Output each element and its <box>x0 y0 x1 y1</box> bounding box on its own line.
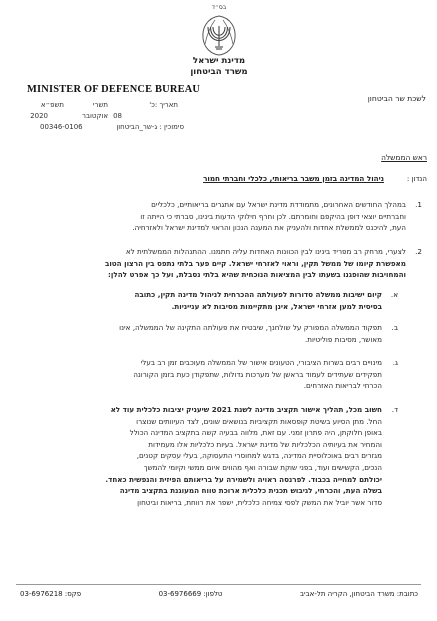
subitem-a <box>70 289 382 312</box>
paragraph-1 <box>66 199 406 234</box>
english-bureau-name: MINISTER OF DEFENCE BUREAU <box>27 84 201 95</box>
footer-divider <box>16 584 421 585</box>
subitem-line: תפקוד הממשלה המפורק על שולחנך, שיבטיח את פעולתה התקינה של הממשלה, אינו <box>119 323 382 332</box>
addressee: ראש הממשלה <box>381 153 427 162</box>
subitem-line: בשלה העת, והכרחי, לגיבוש תכנית כלכלית ארוכת טווח המעוגנת בתקציב מדינה <box>119 486 382 496</box>
subitem-line: מגזרים רבים באוכלוסיית המדינה, בדגש למחוסרי התעסוקה, בעלי עסקים קטנים, <box>136 451 382 461</box>
state-emblem-icon <box>199 14 239 56</box>
subitem-line: יכולתם למחייה בכבוד. לפרנסה ראויה ולשמירה על בריאותם הפיזית והנפשית כאחד. <box>105 474 382 484</box>
subitem-letter: .ד <box>391 405 398 414</box>
subitem-line: חשוב מכל, תהליך אישור תקציב מדינה לשנת 2021 שיעניק יציבות כלכלית עוד לא <box>110 405 382 414</box>
paragraph-line: מאפשרת קיומו של ממשל תקין, וראוי לאזרחי ישראל. קיים פער בלתי נתפס בין הרצון הטוב <box>104 258 406 268</box>
subitem-line: בסיסית למען אזרחי ישראל, אינן מתקיימות מסיבות לא ענייניות. <box>171 301 382 311</box>
meta-date-year-heb: תשפ״א <box>40 101 64 109</box>
paragraph-2 <box>66 246 406 281</box>
meta-date-day: 08 <box>113 112 122 120</box>
subitem-letter: .א <box>390 290 398 299</box>
meta-date-label: תאריך :כ' <box>149 101 178 109</box>
subitem-d <box>70 404 382 508</box>
subitem-line: הכרחי לבריאות האזרחים. <box>303 381 382 391</box>
footer-phone: טלפון: 03-6976669 <box>158 590 223 598</box>
subitem-c <box>70 357 382 392</box>
paragraph-line: במהלך החודשים האחרונים, מתמודדת מדינת ישראל עם אתגרים בריאותיים, כלכליים <box>151 200 406 209</box>
meta-date-greg-month: אוקטובר <box>82 112 108 120</box>
subitem-line: החל. מתן הסיוע בשיטת קופסאות תקציביות בנושאים שונים, לצד העיוותים שנוצרו <box>136 416 382 426</box>
meta-reference-label: סימוכין : ג-שר_הביטחון <box>116 123 184 131</box>
bsd-mark: בס״ד <box>211 4 227 11</box>
paragraph-number: .1 <box>415 200 422 209</box>
subitem-line: קיום ישיבות ממשלה סדורות לפעולתה ההכרחית לניהול מדינה תקין, כתובה <box>134 290 382 299</box>
subitem-line: הנכים, הקשישים ועוד, בפני שוקת שבורה ואף מהווים איום ממשי וקיומי להמשך <box>143 462 382 472</box>
meta-date-greg-year: 2020 <box>30 112 48 120</box>
office-label: לשכת שר הביטחון <box>367 94 426 103</box>
subject-label: הנדון : <box>406 174 427 183</box>
subject-text: ניהול המדינה בזמן משבר בריאותי, כלכלי וחברתי חמור <box>203 174 384 183</box>
footer-address: כתובת: משרד הביטחון, הקריה תל-אביב <box>299 590 418 598</box>
subitem-line: מאושר, מסיבות פוליטיות. <box>304 334 382 344</box>
footer-fax: פקס: 03-6976218 <box>20 590 82 598</box>
paragraph-line: וחברתיים יוצאי דופן בהיקפם וחומרתם. לכן וחרף חילוקי הדעות בינינו, סברתי כי הייתה זו <box>140 211 406 221</box>
paragraph-line: העת, להיכנס לממשלת אחדות ולהעניק את המענה הנכון והראוי למדינת ישראל ולאזרחיה. <box>132 223 406 233</box>
org-name-line1: מדינת ישראל <box>192 56 246 66</box>
subitem-b <box>70 322 382 345</box>
subitem-line: והמחיר את בעיותיה הכלכליות של מדינת ישראל. בעיות כלכליות אלו מעמידות <box>148 439 382 449</box>
subitem-line: תפקידים שעתידים לעמוד בראשן של מערכות גדולות, שתפקודן כעת בזמן הקורונה <box>133 369 382 379</box>
subitem-letter: .ג <box>392 358 398 367</box>
subitem-line: באופן חלוקתן, היה פתרון זמני. עם זאת, מלווה בבעיה קשה בתקציב המדינה הכולל <box>129 428 382 438</box>
org-name-line2: משרד הביטחון <box>190 67 248 77</box>
paragraph-line: והמחויבות שהופגנו בשעתו לבין המציאות הנוכחית שהיא בלתי נסבלת, ועל כך אפרט להלן: <box>108 270 406 280</box>
meta-date-month: תשרי <box>92 101 108 109</box>
subitem-letter: .ב <box>391 323 398 332</box>
meta-reference-number: 00346-0106 <box>40 123 83 131</box>
subitem-line: סדור אשר יוביל את המשק לפסי צמיחה כלכלית, ישפר את רווחת, בריאות וביטחון <box>137 497 382 507</box>
paragraph-line: לצערי, מרחק רב מפריד בינינו לבין הכוונות האחדות עליה חתמנו. ההתנהלות הממשלתית לא <box>125 247 406 256</box>
paragraph-number: .2 <box>415 247 422 256</box>
subitem-line: מינויים רבים בשרות הציבורי, הטעונים אישור של הממשלה מעוכבים זמן רב בעלי <box>140 358 382 367</box>
footer <box>20 590 418 598</box>
